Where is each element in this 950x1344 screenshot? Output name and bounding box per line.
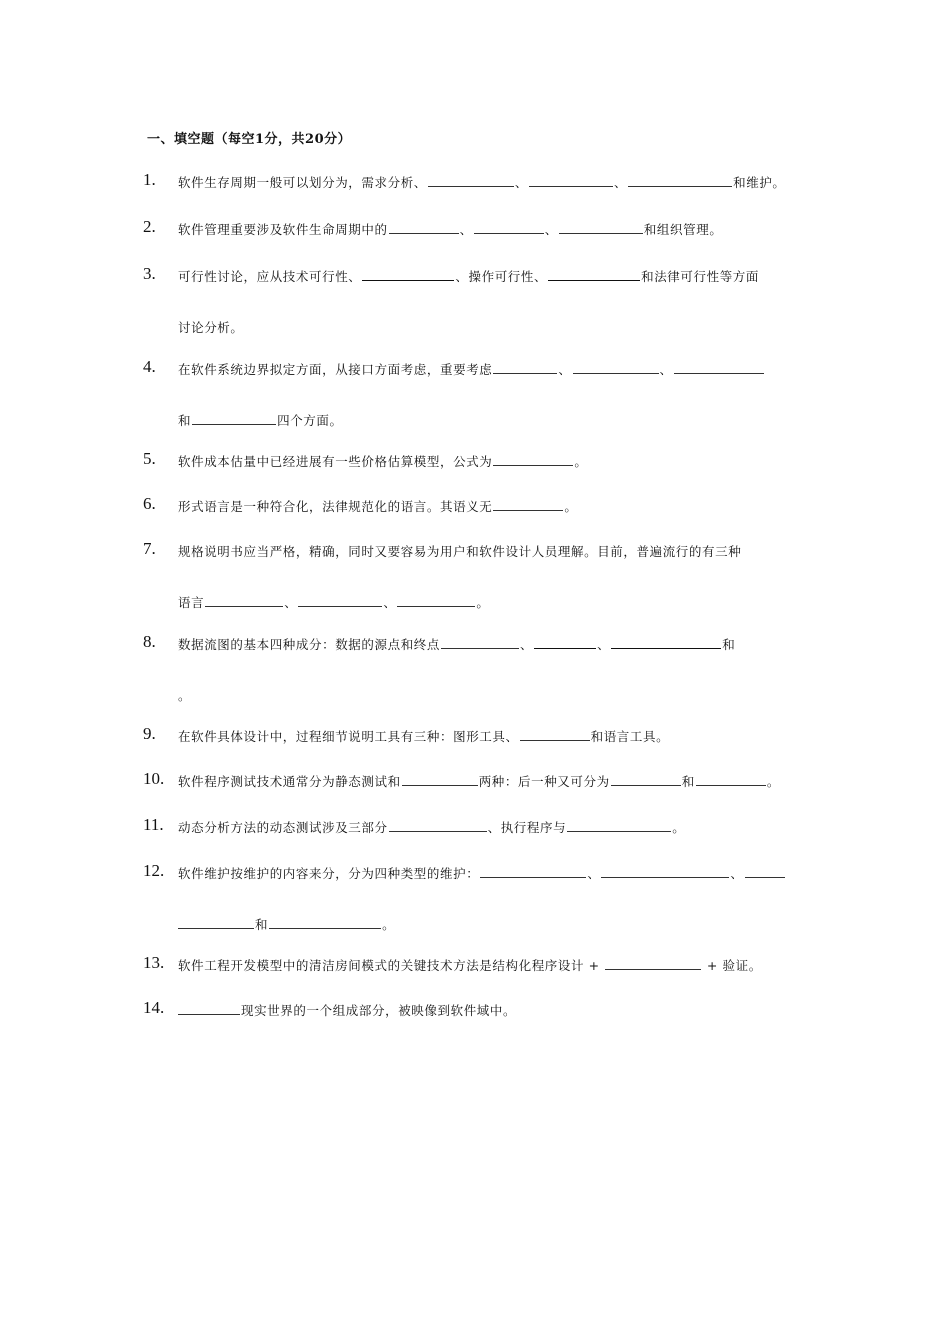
question-number: 5.	[143, 449, 156, 468]
question-text-line: 讨论分析。	[178, 320, 244, 335]
question-text-line: 动态分析方法的动态测试涉及三部分 、执行程序与 。	[178, 820, 686, 835]
question-text-line: 在软件具体设计中，过程细节说明工具有三种：图形工具、 和语言工具。	[178, 729, 670, 744]
question-text-line: 。	[178, 688, 192, 703]
question-number: 7.	[143, 539, 156, 558]
question-number: 13.	[143, 953, 165, 972]
question-number: 2.	[143, 217, 156, 236]
question-number: 4.	[143, 357, 156, 376]
question-text-line: 规格说明书应当严格，精确，同时又要容易为用户和软件设计人员理解。目前，普遍流行的有三种	[178, 544, 742, 559]
answer-blank[interactable]	[389, 222, 459, 234]
question-text-line: 和 四个方面。	[178, 413, 343, 428]
question-text-line: 和 。	[178, 915, 395, 933]
answer-blank[interactable]	[205, 595, 283, 607]
answer-blank[interactable]	[696, 774, 766, 786]
question-text-line: 软件管理重要涉及软件生命周期中的 、 、 和组织管理。	[178, 222, 723, 237]
answer-blank[interactable]	[441, 637, 519, 649]
question-number: 8.	[143, 632, 156, 651]
answer-blank[interactable]	[745, 866, 785, 878]
question-number: 1.	[143, 170, 156, 189]
question-text-line: 形式语言是一种符合化，法律规范化的语言。其语义无 。	[178, 499, 578, 514]
question-number: 10.	[143, 769, 165, 788]
answer-blank[interactable]	[534, 637, 596, 649]
question-number: 9.	[143, 724, 156, 743]
answer-blank[interactable]	[428, 175, 514, 187]
answer-blank[interactable]	[559, 222, 643, 234]
answer-blank[interactable]	[605, 958, 701, 970]
question-text-line: 软件生存周期一般可以划分为，需求分析、 、 、 和维护。	[178, 175, 786, 190]
question-text-line: 可行性讨论，应从技术可行性、 、操作可行性、 和法律可行性等方面	[178, 269, 760, 284]
answer-blank[interactable]	[178, 1003, 240, 1015]
answer-blank[interactable]	[573, 362, 659, 374]
question-number: 3.	[143, 264, 156, 283]
answer-blank[interactable]	[493, 454, 573, 466]
question-number: 6.	[143, 494, 156, 513]
question-number: 14.	[143, 998, 165, 1017]
answer-blank[interactable]	[520, 729, 590, 741]
answer-blank[interactable]	[178, 917, 254, 929]
section-title: 一、填空题（每空1分，共20分）	[147, 132, 352, 147]
answer-blank[interactable]	[474, 222, 544, 234]
answer-blank[interactable]	[567, 820, 671, 832]
answer-blank[interactable]	[397, 595, 475, 607]
answer-blank[interactable]	[480, 866, 586, 878]
answer-blank[interactable]	[611, 637, 721, 649]
answer-blank[interactable]	[628, 175, 732, 187]
answer-blank[interactable]	[529, 175, 613, 187]
answer-blank[interactable]	[362, 269, 454, 281]
answer-blank[interactable]	[402, 774, 478, 786]
answer-blank[interactable]	[192, 413, 276, 425]
answer-blank[interactable]	[389, 820, 487, 832]
question-text-line: 软件工程开发模型中的清洁房间模式的关键技术方法是结构化程序设计 + + 验证。	[178, 958, 762, 973]
question-text-line: 在软件系统边界拟定方面，从接口方面考虑，重要考虑 、 、	[178, 360, 765, 378]
answer-blank[interactable]	[601, 866, 729, 878]
question-text-line: 软件维护按维护的内容来分，分为四种类型的维护： 、 、	[178, 864, 786, 882]
answer-blank[interactable]	[611, 774, 681, 786]
question-text-line: 软件程序测试技术通常分为静态测试和 两种：后一种又可分为 和 。	[178, 774, 780, 789]
answer-blank[interactable]	[269, 917, 381, 929]
question-number: 12.	[143, 861, 165, 880]
answer-blank[interactable]	[493, 499, 563, 511]
question-text-line: 软件成本估量中已经进展有一些价格估算模型，公式为 。	[178, 454, 588, 469]
question-text-line: 语言 、 、 。	[178, 595, 490, 610]
answer-blank[interactable]	[548, 269, 640, 281]
question-number: 11.	[143, 815, 164, 834]
question-text-line: 现实世界的一个组成部分，被映像到软件域中。	[178, 1001, 516, 1019]
answer-blank[interactable]	[493, 362, 557, 374]
answer-blank[interactable]	[674, 362, 764, 374]
question-text-line: 数据流图的基本四种成分：数据的源点和终点 、 、 和	[178, 637, 736, 652]
answer-blank[interactable]	[298, 595, 382, 607]
